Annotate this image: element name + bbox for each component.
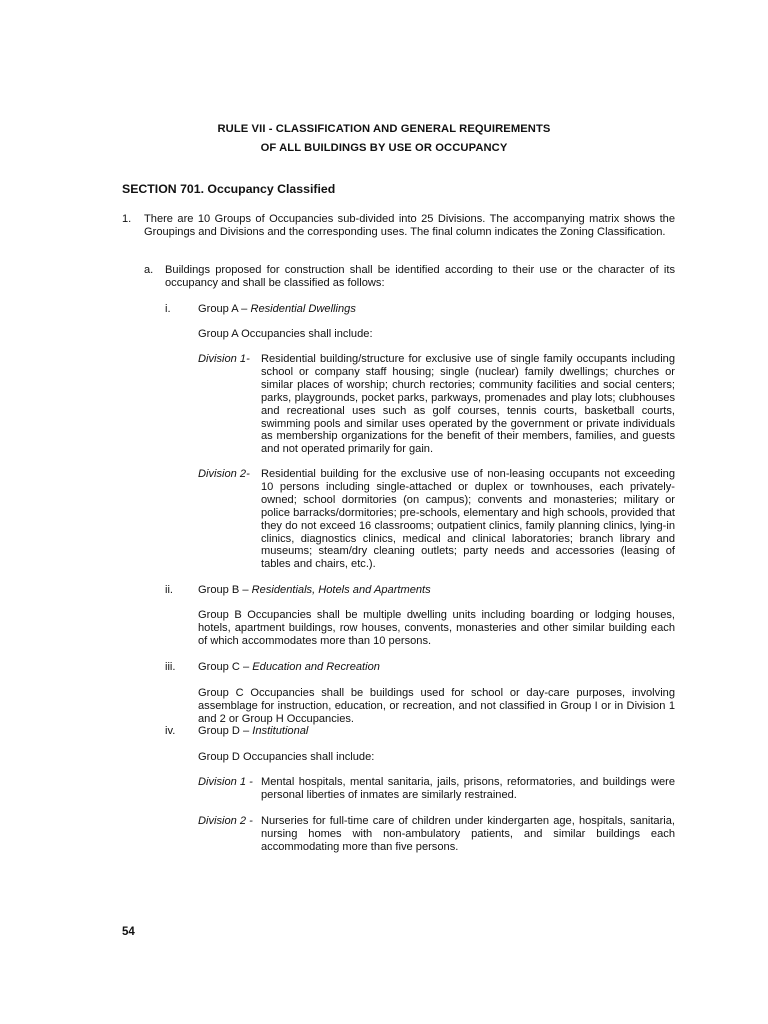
group-a-division-2-label: Division 2- — [198, 468, 250, 480]
item-a-text: Buildings proposed for construction shall be identified according to their use or the character of its occupancy and shall be classified as follows: — [165, 264, 675, 289]
group-b-intro: Group B Occupancies shall be multiple dwelling units including boarding or lodging houses, hotels, apartment buildings, row houses, convents, monasteries and other similar building each of which accommodates more than 10 persons. — [198, 609, 675, 647]
group-d-division-2-text: Nurseries for full-time care of children under kindergarten age, hospitals, sanitaria, nursing homes with non-ambulatory patients, and similar buildings each accommodating more than five persons. — [261, 815, 675, 853]
group-a-marker: i. — [165, 303, 171, 315]
group-d-division-2-label: Division 2 - — [198, 815, 253, 827]
rule-title-line-2: OF ALL BUILDINGS BY USE OR OCCUPANCY — [260, 142, 508, 154]
page-number: 54 — [122, 926, 135, 938]
group-a-name-italic: Residential Dwellings — [250, 303, 356, 315]
group-a-division-1-label: Division 1- — [198, 353, 250, 365]
item-1-marker: 1. — [122, 213, 132, 225]
group-c-name-italic: Education and Recreation — [252, 661, 380, 673]
group-d-division-1-label: Division 1 - — [198, 776, 253, 788]
group-b-name: Group B – — [198, 584, 252, 596]
group-c-intro: Group C Occupancies shall be buildings used for school or day-care purposes, involving assemblage for instruction, education, or recreation, and not classified in Group I or in Division 1 and 2 or Group H Occupancies. — [198, 687, 675, 725]
item-a-marker: a. — [144, 264, 154, 276]
group-c-heading — [198, 661, 380, 674]
group-d-marker: iv. — [165, 725, 176, 737]
group-d-name-italic: Institutional — [252, 725, 309, 737]
item-1-text: There are 10 Groups of Occupancies sub-divided into 25 Divisions. The accompanying matrix shows the Groupings and Divisions and the corresponding uses. The final column indicates the Zoning Classification. — [144, 213, 675, 238]
group-a-name: Group A – — [198, 303, 251, 315]
group-d-name: Group D – — [198, 725, 253, 737]
group-a-intro: Group A Occupancies shall include: — [198, 328, 373, 340]
group-a-heading — [198, 303, 356, 316]
rule-title-line-1: RULE VII - CLASSIFICATION AND GENERAL REQUIREMENTS — [217, 123, 551, 135]
group-b-heading — [198, 584, 431, 597]
group-a-division-1-text: Residential building/structure for exclusive use of single family occupants including school or company staff housing; single (nuclear) family dwellings; churches or similar places of worship; church rectories; community facilities and social centers; parks, playgrounds, pocket parks, parkways, promenades and play lots; clubhouses and recreational uses such as golf courses, tennis courts, basketball courts, swimming pools and similar uses operated by the government or private individuals as membership organizations for the benefit of their members, families, and guests and not operated primarily for gain. — [261, 353, 675, 456]
group-c-name: Group C – — [198, 661, 253, 673]
section-heading: SECTION 701. Occupancy Classified — [122, 182, 336, 196]
group-d-intro: Group D Occupancies shall include: — [198, 751, 375, 763]
group-b-name-italic: Residentials, Hotels and Apartments — [251, 584, 431, 596]
group-c-marker: iii. — [165, 661, 176, 673]
group-a-division-2-text: Residential building for the exclusive use of non-leasing occupants not exceeding 10 persons including single-attached or duplex or townhouses, each privately-owned; school dormitories (on campus); convents and monasteries; military or police barracks/dormitories; pre-schools, elementary and high schools, provided that they do not exceed 16 classrooms; outpatient clinics, family planning clinics, lying-in clinics, diagnostics clinics, medical and clinical laboratories; branch library and museums; steam/dry cleaning outlets; party needs and accessories (leasing of tables and chairs, etc.). — [261, 468, 675, 571]
group-d-division-1-text: Mental hospitals, mental sanitaria, jails, prisons, reformatories, and buildings were personal liberties of inmates are similarly restrained. — [261, 776, 675, 801]
group-b-marker: ii. — [165, 584, 174, 596]
group-d-heading — [198, 725, 308, 738]
